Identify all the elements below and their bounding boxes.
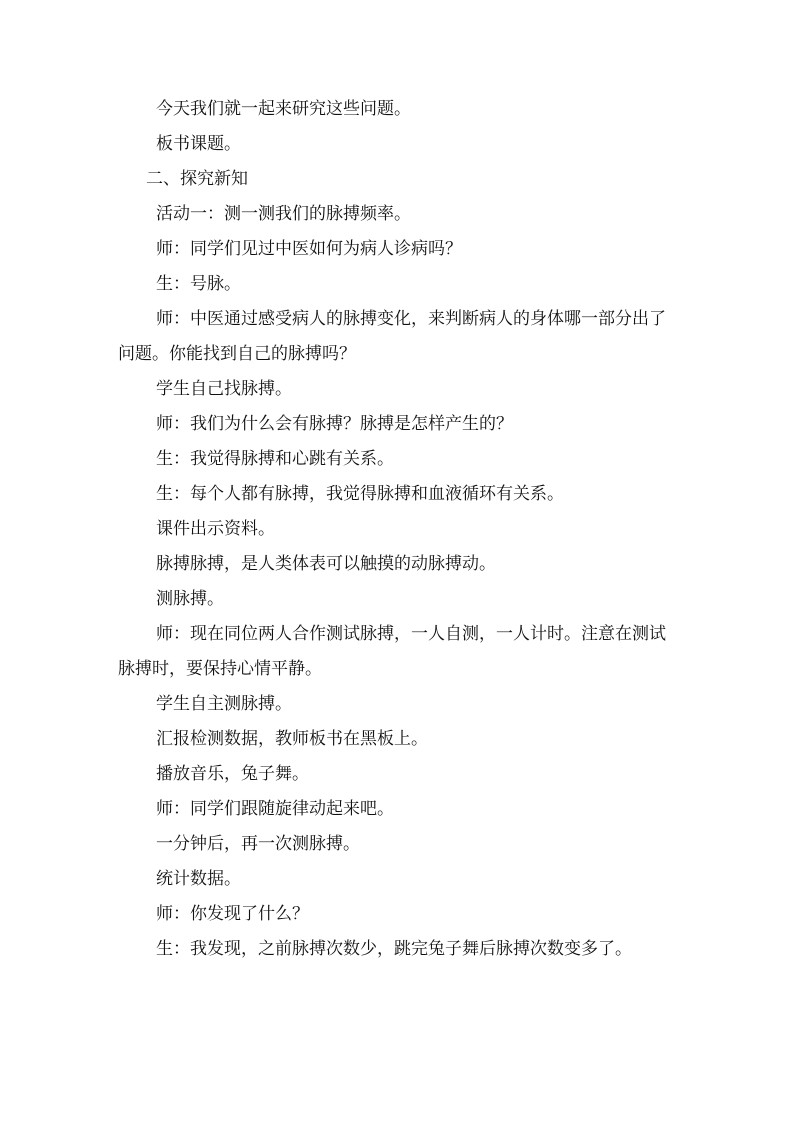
paragraph-teacher-q4: 师：你发现了什么？: [156, 904, 309, 924]
paragraph-report-data: 汇报检测数据，教师板书在黑板上。: [156, 729, 428, 749]
paragraph-board-title: 板书课题。: [156, 134, 241, 154]
paragraph-statistics: 统计数据。: [156, 869, 241, 889]
paragraph-student-a3: 生：每个人都有脉搏，我觉得脉搏和血液循环有关系。: [156, 484, 564, 504]
paragraph-teacher-dance: 师：同学们跟随旋律动起来吧。: [156, 799, 394, 819]
paragraph-student-a4: 生：我发现，之前脉搏次数少，跳完兔子舞后脉搏次数变多了。: [156, 939, 632, 959]
paragraph-teacher-q3: 师：我们为什么会有脉搏？脉搏是怎样产生的？: [156, 414, 513, 434]
paragraph-definition: 脉搏脉搏，是人类体表可以触摸的动脉搏动。: [156, 554, 496, 574]
paragraph-student-a1: 生：号脉。: [156, 274, 241, 294]
paragraph-self-measure: 学生自主测脉搏。: [156, 694, 292, 714]
paragraph-teacher-q2: 师：中医通过感受病人的脉搏变化，来判断病人的身体哪一部分出了问题。你能找到自己的脉搏吗？: [118, 309, 666, 364]
paragraph-find-pulse: 学生自己找脉搏。: [156, 379, 292, 399]
paragraph-teacher-q1: 师：同学们见过中医如何为病人诊病吗？: [156, 239, 462, 259]
paragraph-intro: 今天我们就一起来研究这些问题。: [156, 99, 411, 119]
paragraph-activity-one: 活动一：测一测我们的脉搏频率。: [156, 204, 411, 224]
paragraph-student-a2: 生：我觉得脉搏和心跳有关系。: [156, 449, 394, 469]
paragraph-measure: 测脉搏。: [156, 589, 224, 609]
document-body: [118, 92, 678, 967]
paragraph-teacher-instruction: 师：现在同位两人合作测试脉搏，一人自测，一人计时。注意在测试脉搏时，要保持心情平静。: [118, 624, 666, 679]
paragraph-show-material: 课件出示资料。: [156, 519, 275, 539]
paragraph-play-music: 播放音乐，兔子舞。: [156, 764, 309, 784]
section-heading: 二、探究新知: [146, 169, 248, 189]
paragraph-remeasure: 一分钟后，再一次测脉搏。: [156, 834, 360, 854]
